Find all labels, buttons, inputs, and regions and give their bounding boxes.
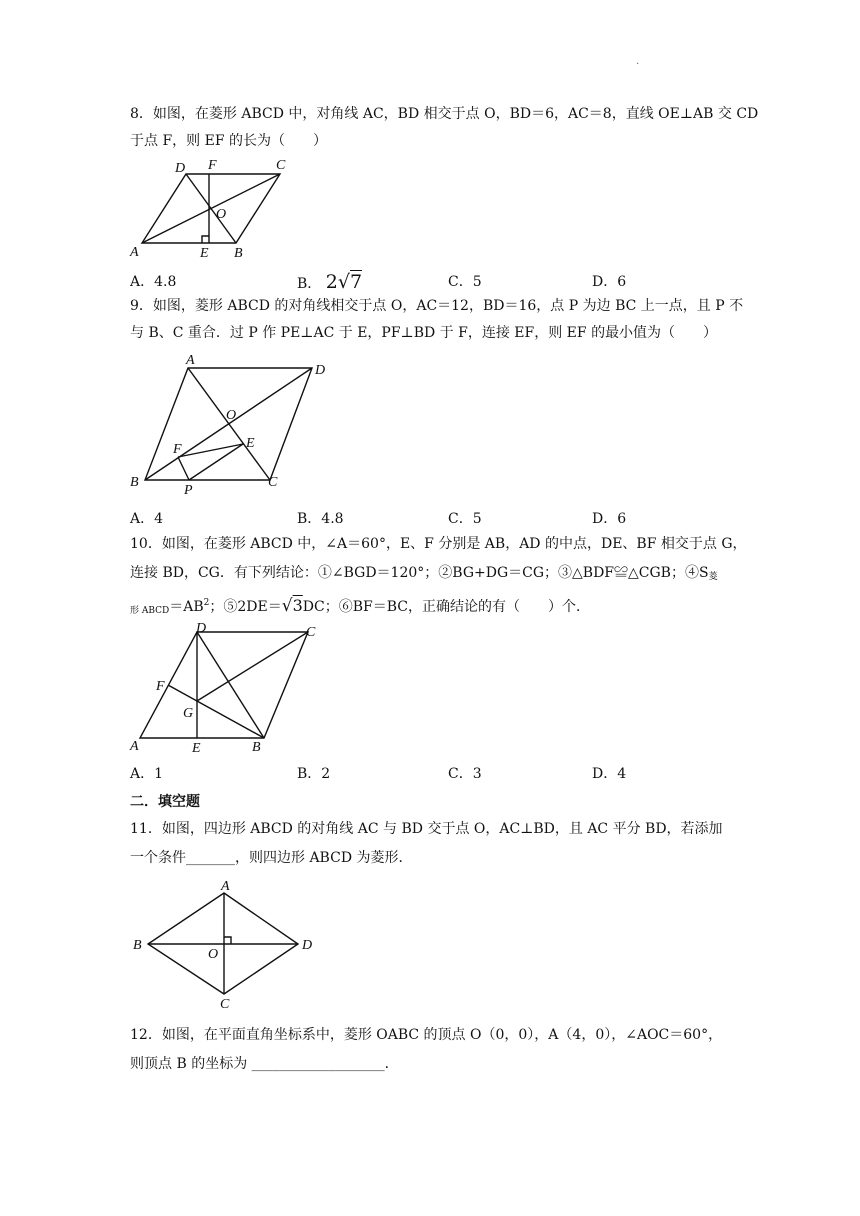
q9-option-a: A．4 (130, 511, 164, 527)
q11-text-line1: 11．如图，四边形 ABCD 的对角线 AC 与 BD 交于点 O，AC⊥BD，且 AC 平分 BD，若添加 (130, 821, 723, 837)
q8-label-o: O (216, 207, 227, 222)
q9-label-b: B (130, 475, 139, 490)
q11-label-a: A (221, 879, 230, 894)
q11-label-b: B (133, 938, 142, 953)
q8-option-c: C．5 (448, 274, 482, 290)
q10-text-line3: $_{形 ABCD}=AB^2$；⑤2DE＝√3DC；⑥BF＝BC，正确结论的有（ ）个． (130, 596, 590, 616)
q8-text-line1: 8．如图，在菱形 ABCD 中，对角线 AC，BD 相交于点 O，BD＝6，AC＝8，直线 OE⊥AB 交 CD (130, 106, 759, 122)
q10-option-a: A．1 (130, 766, 164, 782)
q8-label-f: F (208, 158, 217, 173)
q8-label-c: C (276, 158, 286, 173)
q8-label-b: B (234, 246, 243, 261)
q10-label-b: B (252, 740, 261, 755)
q10-option-c: C．3 (448, 766, 482, 782)
q11-label-c: C (220, 997, 230, 1012)
q10-line-db (197, 632, 264, 738)
q9-label-c: C (268, 475, 278, 490)
section-title-fill-in: 二．填空题 (130, 794, 200, 810)
q9-diagonal-bd (145, 368, 312, 480)
q10-label-c: C (306, 625, 316, 640)
q8-label-d: D (175, 161, 186, 176)
q8-text-line2: 于点 F，则 EF 的长为（ ） (130, 133, 327, 149)
q11-rhombus-figure (130, 878, 330, 1013)
q10-label-g: G (183, 706, 194, 721)
q10-text-line2: 连接 BD，CG．有下列结论：①∠BGD＝120°；②BG+DG＝CG；③△BDF≌△CGB；$④S_菱$ (130, 565, 718, 582)
q10-line-gc (197, 632, 308, 701)
q8-diagonal-bd (186, 174, 236, 243)
q9-label-o: O (226, 408, 237, 423)
q8-rhombus-figure (130, 155, 300, 265)
q9-label-e: E (246, 436, 255, 451)
q8-option-b: B． 2√7 (297, 271, 363, 293)
q9-line-fp (178, 457, 189, 480)
q9-label-d: D (315, 363, 326, 378)
q9-option-c: C．5 (448, 511, 482, 527)
q9-label-a: A (186, 353, 195, 368)
q9-option-b: B．4.8 (297, 511, 344, 527)
q12-text-line1: 12．如图，在平面直角坐标系中，菱形 OABC 的顶点 O（0，0），A（4，0），∠AOC＝60°， (130, 1027, 723, 1043)
q8-option-a: A．4.8 (130, 274, 177, 290)
q9-text-line1: 9．如图，菱形 ABCD 的对角线相交于点 O，AC＝12，BD＝16，点 P 为边 BC 上一点，且 P 不 (130, 298, 744, 314)
q9-text-line2: 与 B、C 重合．过 P 作 PE⊥AC 于 E，PF⊥BD 于 F，连接 EF，则 EF 的最小值为（ ） (130, 325, 718, 341)
q9-label-f: F (173, 442, 182, 457)
q11-text-line2: 一个条件_______，则四边形 ABCD 为菱形． (130, 850, 413, 866)
q8-option-b-value: 2√7 (325, 271, 363, 293)
q10-rhombus-figure (130, 620, 330, 760)
q10-option-d: D．4 (592, 766, 627, 782)
q11-label-d: D (302, 938, 313, 953)
q10-label-d: D (196, 621, 207, 636)
q10-label-a: A (130, 739, 139, 754)
q10-label-e: E (192, 741, 201, 756)
q8-right-angle-mark (202, 236, 209, 243)
q10-text-line1: 10．如图，在菱形 ABCD 中，∠A＝60°，E、F 分别是 AB，AD 的中点，DE、BF 相交于点 G， (130, 536, 747, 552)
q9-option-d: D．6 (592, 511, 627, 527)
q9-rhombus-figure (130, 352, 340, 502)
page-dot: . (636, 56, 640, 67)
q8-option-d: D．6 (592, 274, 627, 290)
q8-label-a: A (130, 245, 139, 260)
q8-label-e: E (200, 246, 209, 261)
q9-label-p: P (184, 483, 193, 498)
q11-right-angle-mark (224, 937, 231, 944)
q11-label-o: O (208, 947, 219, 962)
q12-text-line2: 则顶点 B 的坐标为 ___________________． (130, 1056, 399, 1072)
q10-option-b: B．2 (297, 766, 331, 782)
q10-label-f: F (156, 679, 165, 694)
